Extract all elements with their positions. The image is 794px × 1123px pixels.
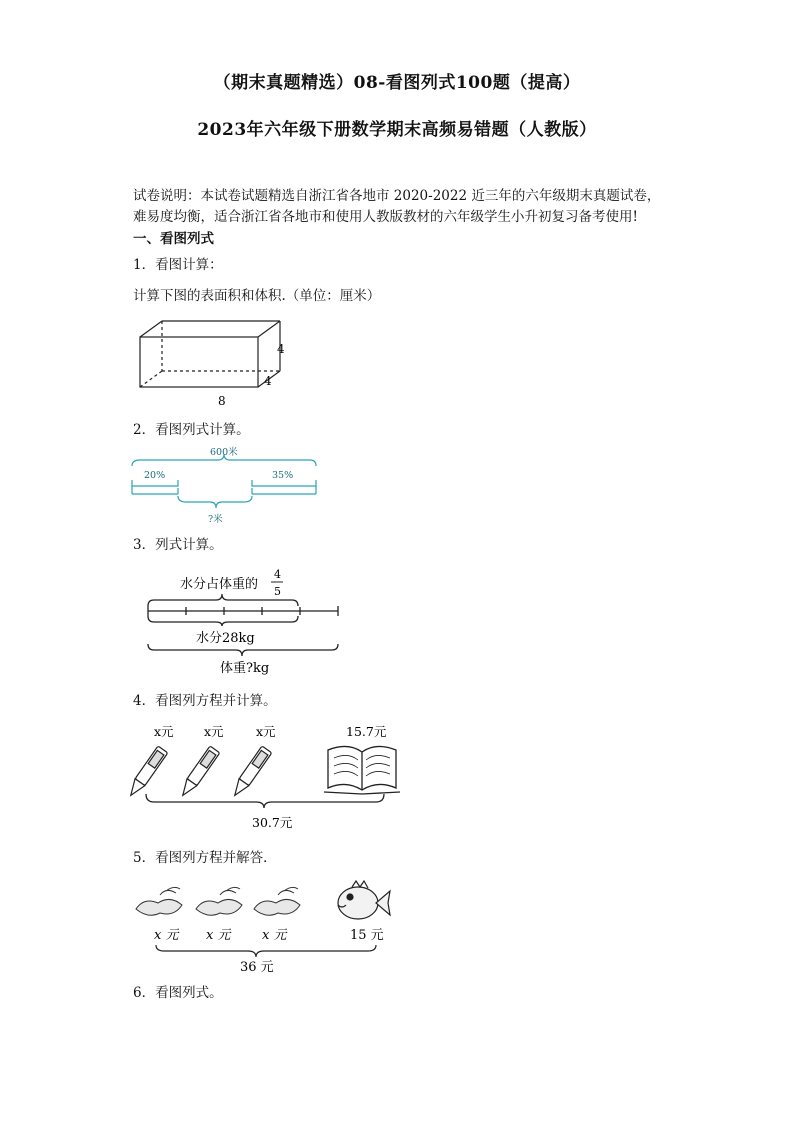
q5-item1-price: x 元 [154,928,179,943]
q5-fish-price: 15 元 [350,928,384,943]
pen-icon [230,746,272,799]
doc-title-line2: 2023年六年级下册数学期末高频易错题（人教版） [197,120,597,140]
q5-total-label: 36 元 [240,960,274,975]
q5-item3-price: x 元 [262,928,287,943]
shrimp-icon [196,887,242,915]
q2-total-label: 600米 [210,447,238,458]
book-icon [324,746,400,794]
q3-stem: 3．列式计算。 [133,537,223,553]
shrimp-icon [254,887,300,915]
q3-mid-label: 水分28kg [196,631,255,646]
q1-height-label: 4 [277,342,285,356]
note-line2: 难易度均衡，适合浙江省各地市和使用人教版教材的六年级学生小升初复习备考使用! [133,209,638,225]
pen-icon [130,746,168,799]
q3-top-label: 水分占体重的 [180,577,259,592]
q6-stem: 6．看图列式。 [133,985,223,1001]
q3-bottom-label: 体重?kg [220,661,270,676]
q4-book-price: 15.7元 [346,724,387,739]
q2-stem: 2．看图列式计算。 [133,422,250,438]
q1-cuboid-figure [130,315,300,410]
q4-pen3-price: x元 [256,724,276,739]
q2-left-pct: 20% [144,470,166,481]
q1-width-label: 4 [264,374,272,388]
shrimp-icon [136,887,182,915]
q4-total-label: 30.7元 [252,815,293,830]
q5-shrimp-fish-figure [130,877,395,977]
q3-segment-figure [140,564,350,678]
fish-icon [338,881,390,919]
doc-title-line1: （期末真题精选）08-看图列式100题（提高） [213,73,581,93]
q2-unknown-label: ?米 [208,514,223,525]
q2-right-pct: 35% [272,470,294,481]
note-line1: 试卷说明：本试卷试题精选自浙江省各地市 2020-2022 近三年的六年级期末真题试卷， [133,188,661,204]
q4-pens-book-figure [130,720,400,832]
q4-stem: 4．看图列方程并计算。 [133,693,277,709]
q1-sub: 计算下图的表面积和体积.（单位：厘米） [133,288,381,304]
q4-pen1-price: x元 [154,724,174,739]
q1-length-label: 8 [218,394,226,408]
q2-segment-figure [130,444,322,526]
q4-pen2-price: x元 [204,724,224,739]
q5-stem: 5．看图列方程并解答． [133,850,277,866]
q3-frac-num: 4 [274,568,281,581]
q5-item2-price: x 元 [206,928,231,943]
pen-icon [178,746,220,799]
q3-frac-den: 5 [274,585,281,598]
section-heading: 一、看图列式 [133,231,214,247]
q1-stem: 1．看图计算： [133,257,223,273]
